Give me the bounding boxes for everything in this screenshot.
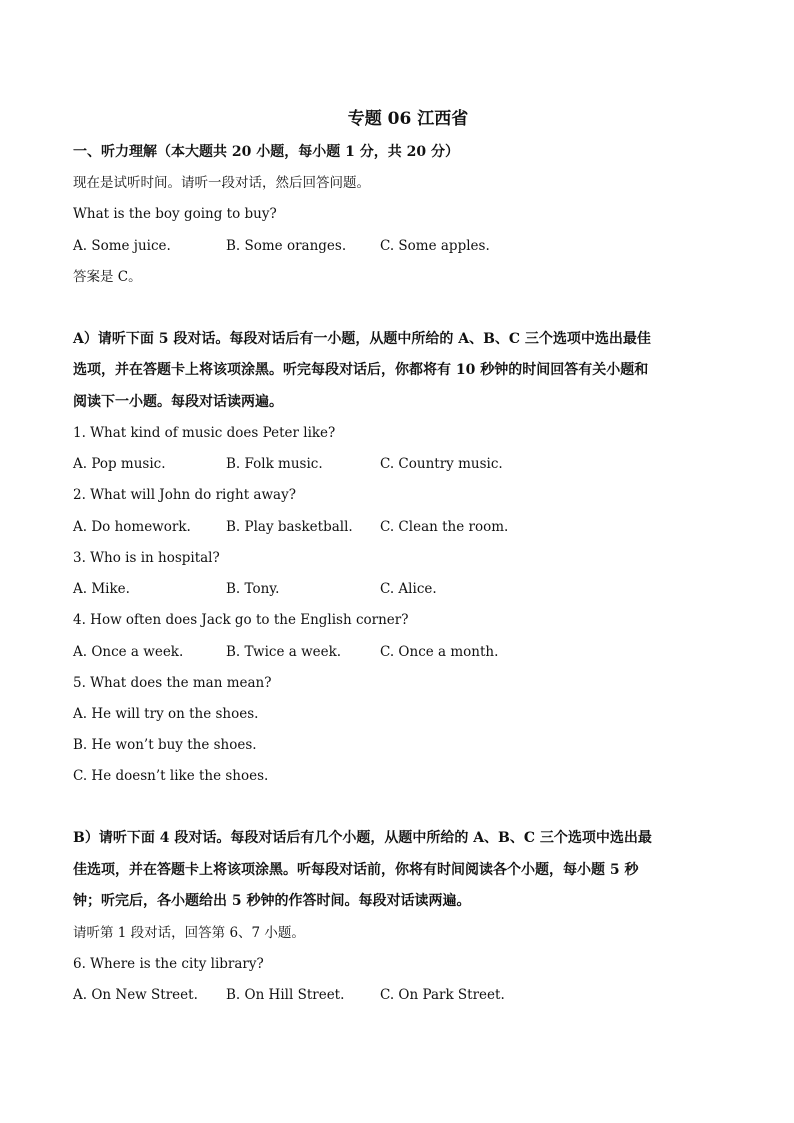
question-1: 1. What kind of music does Peter like? bbox=[73, 425, 336, 441]
trial-intro: 现在是试听时间。请听一段对话，然后回答问题。 bbox=[73, 175, 370, 191]
part-a-instruction-line: 阅读下一小题。每段对话读两遍。 bbox=[73, 394, 283, 410]
q2-option-c: C. Clean the room. bbox=[380, 519, 509, 535]
page-title: 专题 06 江西省 bbox=[347, 109, 469, 129]
q6-option-c: C. On Park Street. bbox=[380, 987, 505, 1003]
section-heading: 一、听力理解（本大题共 20 小题，每小题 1 分，共 20 分） bbox=[73, 144, 459, 160]
question-2: 2. What will John do right away? bbox=[73, 487, 296, 503]
q2-option-b: B. Play basketball. bbox=[226, 519, 353, 535]
q4-option-b: B. Twice a week. bbox=[226, 644, 342, 660]
q2-option-a: A. Do homework. bbox=[73, 519, 191, 535]
q3-option-c: C. Alice. bbox=[380, 581, 437, 597]
q6-option-a: A. On New Street. bbox=[73, 987, 198, 1003]
dialogue-intro: 请听第 1 段对话，回答第 6、7 小题。 bbox=[73, 925, 305, 941]
question-4: 4. How often does Jack go to the English corner? bbox=[73, 612, 409, 628]
example-option-b: B. Some oranges. bbox=[226, 238, 347, 254]
example-answer: 答案是 C。 bbox=[73, 269, 142, 285]
example-question: What is the boy going to buy? bbox=[73, 206, 277, 222]
q5-option-c: C. He doesn’t like the shoes. bbox=[73, 768, 269, 784]
q3-option-b: B. Tony. bbox=[226, 581, 280, 597]
q1-option-c: C. Country music. bbox=[380, 456, 503, 472]
q4-option-c: C. Once a month. bbox=[380, 644, 499, 660]
part-b-instruction-line: B）请听下面 4 段对话。每段对话后有几个小题，从题中所给的 A、B、C 三个选项中选出最 bbox=[73, 830, 652, 846]
example-option-c: C. Some apples. bbox=[380, 238, 490, 254]
q6-option-b: B. On Hill Street. bbox=[226, 987, 345, 1003]
question-3: 3. Who is in hospital? bbox=[73, 550, 220, 566]
q4-option-a: A. Once a week. bbox=[73, 644, 184, 660]
q5-option-a: A. He will try on the shoes. bbox=[73, 706, 259, 722]
q5-option-b: B. He won’t buy the shoes. bbox=[73, 737, 257, 753]
q1-option-b: B. Folk music. bbox=[226, 456, 323, 472]
part-a-instruction-line: A）请听下面 5 段对话。每段对话后有一小题，从题中所给的 A、B、C 三个选项中选出最佳 bbox=[73, 331, 651, 347]
q3-option-a: A. Mike. bbox=[73, 581, 130, 597]
question-6: 6. Where is the city library? bbox=[73, 956, 264, 972]
part-b-instruction-line: 佳选项，并在答题卡上将该项涂黑。听每段对话前，你将有时间阅读各个小题，每小题 5 秒 bbox=[73, 862, 639, 878]
example-option-a: A. Some juice. bbox=[73, 238, 171, 254]
part-a-instruction-line: 选项，并在答题卡上将该项涂黑。听完每段对话后，你都将有 10 秒钟的时间回答有关小题和 bbox=[73, 362, 649, 378]
q1-option-a: A. Pop music. bbox=[73, 456, 166, 472]
part-b-instruction-line: 钟；听完后，各小题给出 5 秒钟的作答时间。每段对话读两遍。 bbox=[73, 893, 471, 909]
question-5: 5. What does the man mean? bbox=[73, 675, 272, 691]
